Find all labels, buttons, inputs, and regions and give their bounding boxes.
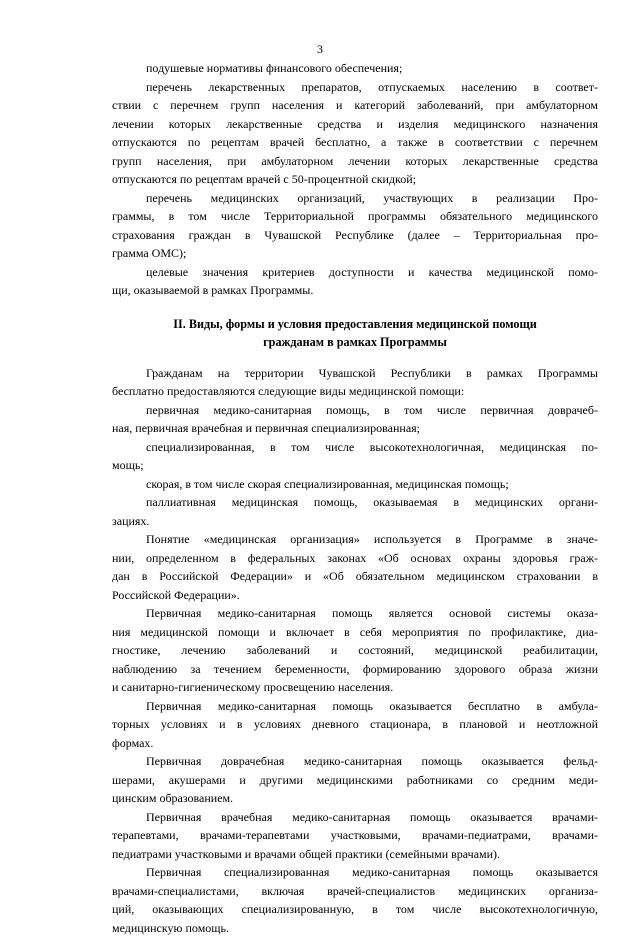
text-line: подушевые нормативы финансового обеспечения; [112, 59, 598, 78]
text-line: Первичная медико-санитарная помощь является основой системы оказа- [112, 604, 598, 623]
text-line: целевые значения критериев доступности и качества медицинской помо- [112, 263, 598, 282]
text-line: гностике, лечению заболеваний и состояний, медицинской реабилитации, [112, 641, 598, 660]
text-line: первичная медико-санитарная помощь, в том числе первичная доврачеб- [112, 401, 598, 420]
section-heading-line-2: гражданам в рамках Программы [112, 333, 598, 351]
text-line: щи, оказываемой в рамках Программы. [112, 281, 598, 300]
text-line: скорая, в том числе скорая специализированная, медицинская помощь; [112, 475, 598, 494]
text-line: и санитарно-гигиеническому просвещению населения. [112, 678, 598, 697]
text-line: нии, определенном в федеральных законах «Об основах охраны здоровья граж- [112, 549, 598, 568]
text-line: ствии с перечнем групп населения и категорий заболеваний, при амбулаторном [112, 96, 598, 115]
text-line: наблюдению за течением беременности, формированию здорового образа жизни [112, 660, 598, 679]
text-line: специализированная, в том числе высокотехнологичная, медицинская по- [112, 438, 598, 457]
text-line: Российской Федерации». [112, 586, 598, 605]
text-line: перечень лекарственных препаратов, отпускаемых населению в соответ- [112, 78, 598, 97]
text-line: мощь; [112, 456, 598, 475]
text-line: Первичная специализированная медико-санитарная помощь оказывается [112, 863, 598, 882]
text-line: формах. [112, 734, 598, 753]
text-line: отпускаются по рецептам врачей бесплатно, а также в соответствии с перечнем [112, 133, 598, 152]
text-line: перечень медицинских организаций, участвующих в реализации Про- [112, 189, 598, 208]
text-line: страхования граждан в Чувашской Республике (далее – Территориальная про- [112, 226, 598, 245]
text-line: групп населения, при амбулаторном лечении которых лекарственные средства [112, 152, 598, 171]
page-content [112, 59, 598, 937]
text-line: медицинскую помощь. [112, 919, 598, 937]
text-line: врачами-специалистами, включая врачей-специалистов медицинских организа- [112, 882, 598, 901]
text-line: Первичная врачебная медико-санитарная помощь оказывается врачами- [112, 808, 598, 827]
text-line: паллиативная медицинская помощь, оказываемая в медицинских органи- [112, 493, 598, 512]
section-heading-line-1: II. Виды, формы и условия предоставления медицинской помощи [112, 315, 598, 333]
page-number: 3 [0, 42, 640, 57]
text-line: ная, первичная врачебная и первичная специализированная; [112, 419, 598, 438]
text-line: педиатрами участковыми и врачами общей практики (семейными врачами). [112, 845, 598, 864]
text-line: терапевтами, врачами-терапевтами участковыми, врачами-педиатрами, врачами- [112, 826, 598, 845]
text-line: грамма ОМС); [112, 244, 598, 263]
text-line: Гражданам на территории Чувашской Республики в рамках Программы [112, 364, 598, 383]
text-line: ния медицинской помощи и включает в себя мероприятия по профилактике, диа- [112, 623, 598, 642]
text-line: бесплатно предоставляются следующие виды медицинской помощи: [112, 382, 598, 401]
intro-list-block [112, 59, 598, 300]
text-line: отпускаются по рецептам врачей с 50-процентной скидкой; [112, 170, 598, 189]
text-line: торных условиях и в условиях дневного стационара, в плановой и неотложной [112, 715, 598, 734]
text-line: ций, оказывающих специализированную, в том числе высокотехнологичную, [112, 900, 598, 919]
text-line: граммы, в том числе Территориальной программы обязательного медицинского [112, 207, 598, 226]
text-line: Первичная медико-санитарная помощь оказывается бесплатно в амбула- [112, 697, 598, 716]
text-line: зациях. [112, 512, 598, 531]
text-line: Первичная доврачебная медико-санитарная помощь оказывается фельд- [112, 752, 598, 771]
text-line: цинским образованием. [112, 789, 598, 808]
text-line: лечении которых лекарственные средства и изделия медицинского назначения [112, 115, 598, 134]
text-line: дан в Российской Федерации» и «Об обязательном медицинском страховании в [112, 567, 598, 586]
section-heading [112, 315, 598, 351]
text-line: шерами, акушерами и другими медицинскими работниками со средним меди- [112, 771, 598, 790]
section-body-block [112, 364, 598, 937]
text-line: Понятие «медицинская организация» используется в Программе в значе- [112, 530, 598, 549]
